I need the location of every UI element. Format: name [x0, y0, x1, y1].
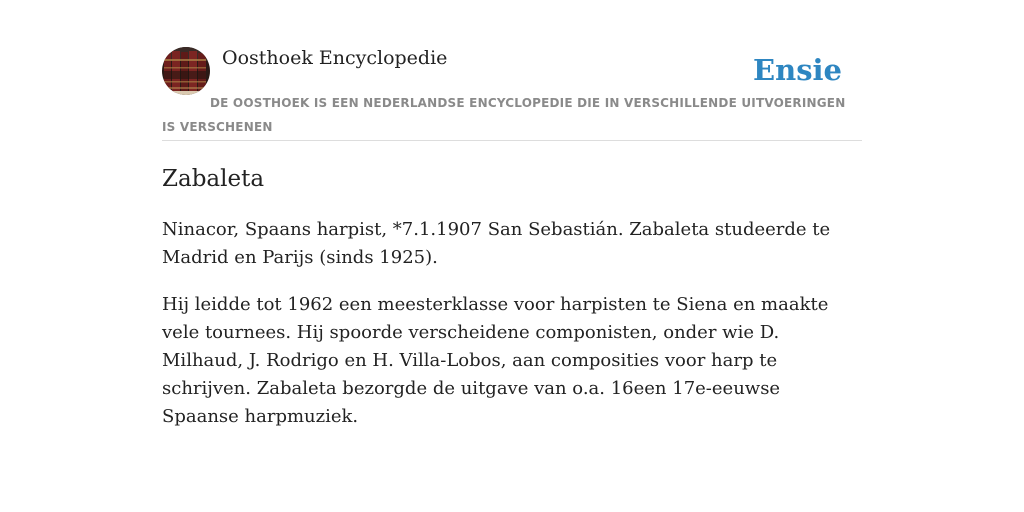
entry-paragraph: Hij leidde tot 1962 een meesterklasse voor harpisten te Siena en maakte vele tournees. Hij spoorde verscheidene componisten, onder wie D. Milhaud, J. Rodrigo en H. Villa-Lobos, aan composities voor harp te schrijven. Zabaleta bezorgde de uitgave van o.a. 16een 17e-eeuwse Spaanse harpmuziek.: [162, 294, 829, 427]
source-header: [162, 46, 862, 141]
entry-title: Zabaleta: [162, 166, 265, 192]
brand-logo[interactable]: Ensie: [753, 53, 842, 87]
source-avatar[interactable]: [162, 47, 210, 95]
site-tagline: DE OOSTHOEK IS EEN NEDERLANDSE ENCYCLOPEDIE DIE IN VERSCHILLENDE UITVOERINGEN IS VERSCHENEN: [162, 96, 846, 134]
entry-paragraph: Ninacor, Spaans harpist, *7.1.1907 San Sebastián. Zabaleta studeerde te Madrid en Parijs (sinds 1925).: [162, 219, 831, 268]
site-title[interactable]: Oosthoek Encyclopedie: [222, 47, 448, 69]
encyclopedia-books-icon: [162, 47, 210, 95]
entry-body: [162, 216, 862, 450]
